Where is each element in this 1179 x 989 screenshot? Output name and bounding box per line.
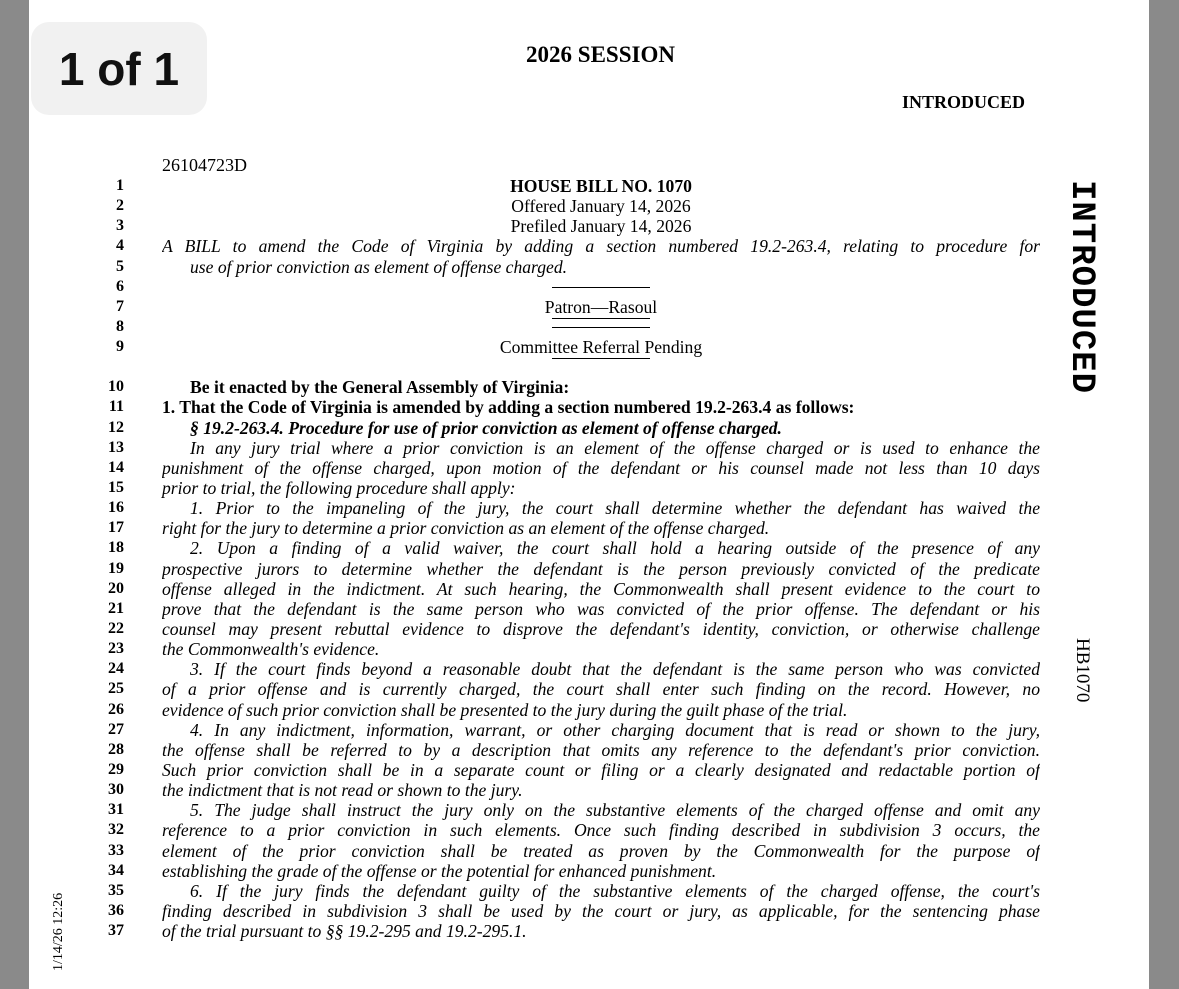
line-number: 14 (108, 458, 124, 476)
session-title: 2026 SESSION (526, 42, 675, 67)
line-number: 4 (116, 237, 124, 255)
line-number: 7 (116, 297, 124, 315)
line-text: the indictment that is not read or shown to the jury. (162, 780, 523, 801)
line-text: 3. If the court finds beyond a reasonable doubt that the defendant is the same person who was convicted (190, 659, 1040, 680)
bill-line (29, 317, 1149, 337)
line-number: 18 (108, 539, 124, 557)
line-number: 37 (108, 922, 124, 940)
line-number: 27 (108, 720, 124, 738)
line-number: 1 (116, 177, 124, 194)
bill-line (29, 861, 1149, 881)
line-number: 17 (108, 519, 124, 537)
line-text: 1. Prior to the impaneling of the jury, the court shall determine whether the defendant has waived the (190, 498, 1040, 519)
bill-line (29, 579, 1149, 599)
status-label: INTRODUCED (902, 92, 1026, 112)
line-text: Committee Referral Pending (499, 337, 703, 358)
line-text: punishment of the offense charged, upon motion of the defendant or his counsel made not less than 10 days (162, 457, 1040, 478)
line-number: 24 (108, 660, 124, 678)
bill-line (29, 458, 1149, 478)
line-text: element of the prior conviction shall be treated as proven by the Commonwealth for the purpose of (162, 840, 1040, 861)
line-number: 2 (116, 197, 124, 215)
bill-line (29, 538, 1149, 558)
line-text: HOUSE BILL NO. 1070 (510, 176, 692, 196)
bill-line (29, 236, 1149, 256)
side-bill-id: HB1070 (1072, 638, 1093, 703)
line-text: 1. That the Code of Virginia is amended by adding a section numbered 19.2-263.4 as follows: (162, 397, 855, 418)
line-text: § 19.2-263.4. Procedure for use of prior conviction as element of offense charged. (190, 417, 782, 438)
line-number: 6 (116, 277, 124, 295)
line-number: 28 (108, 740, 124, 758)
bill-line (29, 679, 1149, 699)
bill-line (29, 257, 1149, 277)
line-number: 30 (108, 781, 124, 799)
line-number: 25 (108, 680, 124, 698)
line-text: In any jury trial where a prior conviction is an element of the offense charged or is used to enhance the (190, 437, 1040, 458)
line-text: finding described in subdivision 3 shall be used by the court or jury, as applicable, for the sentencing phase (162, 900, 1040, 921)
line-text: establishing the grade of the offense or the potential for enhanced punishment. (162, 860, 717, 881)
bill-line (29, 841, 1149, 861)
line-number: 33 (108, 841, 124, 859)
line-number: 35 (108, 881, 124, 899)
bill-line (29, 518, 1149, 538)
line-number: 21 (108, 599, 124, 617)
bill-line (29, 881, 1149, 901)
page-counter: 1 of 1 (31, 22, 207, 115)
bill-line (29, 599, 1149, 619)
line-text: of a prior offense and is currently charged, the court shall enter such finding on the record. However, no (162, 679, 1040, 700)
bill-line (29, 619, 1149, 639)
line-text: prove that the defendant is the same person who was convicted of the prior offense. The defendant or his (162, 598, 1040, 619)
line-number: 20 (108, 579, 124, 597)
line-text: offense alleged in the indictment. At such hearing, the Commonwealth shall present evidence to the court to (162, 578, 1040, 599)
line-number: 9 (116, 338, 124, 356)
line-text: 2. Upon a finding of a valid waiver, the court shall hold a hearing outside of the presence of any (190, 538, 1040, 559)
line-number: 22 (108, 619, 124, 637)
line-text: Be it enacted by the General Assembly of Virginia: (190, 377, 570, 398)
line-text: the Commonwealth's evidence. (162, 639, 380, 660)
line-text: 4. In any indictment, information, warrant, or other charging document that is read or shown to the jury, (190, 719, 1040, 740)
line-number: 19 (108, 559, 124, 577)
bill-line (29, 921, 1149, 941)
divider-rule (552, 287, 650, 288)
bill-line (29, 720, 1149, 740)
bill-line (29, 740, 1149, 760)
bill-line (29, 438, 1149, 458)
bill-line (29, 498, 1149, 518)
line-text: use of prior conviction as element of offense charged. (190, 256, 568, 277)
document-page (29, 0, 1149, 989)
line-text: Patron—Rasoul (544, 296, 658, 317)
bill-line (29, 780, 1149, 800)
line-number: 23 (108, 640, 124, 658)
line-text: right for the jury to determine a prior conviction as an element of the offense charged. (162, 518, 770, 539)
line-text: counsel may present rebuttal evidence to disprove the defendant's identity, conviction, or otherwise challenge (162, 618, 1040, 639)
bill-line (29, 176, 1149, 196)
line-text: A BILL to amend the Code of Virginia by adding a section numbered 19.2-263.4, relating to procedure for (162, 236, 1040, 257)
bill-line (29, 800, 1149, 820)
line-number: 10 (108, 378, 124, 396)
side-date-stamp: 1/14/26 12:26 (51, 892, 66, 972)
line-text: Offered January 14, 2026 (511, 196, 691, 217)
bill-text (29, 176, 1149, 941)
line-number: 31 (108, 801, 124, 819)
side-status-stamp: INTRODUCED (1062, 180, 1100, 395)
bill-line (29, 478, 1149, 498)
bill-line (29, 277, 1149, 297)
line-number: 5 (116, 257, 124, 275)
line-number: 26 (108, 700, 124, 718)
line-text: evidence of such prior conviction shall be presented to the jury during the guilt phase of the trial. (162, 699, 848, 720)
line-text: Prefiled January 14, 2026 (510, 216, 692, 237)
line-number: 11 (108, 398, 124, 416)
bill-line (29, 337, 1149, 357)
line-number: 12 (108, 418, 124, 436)
bill-line (29, 901, 1149, 921)
bill-line (29, 559, 1149, 579)
line-text: 5. The judge shall instruct the jury only on the substantive elements of the charged offense and omit any (190, 800, 1040, 821)
bill-line (29, 216, 1149, 236)
document-number: 26104723D (162, 155, 247, 175)
bill-line (29, 760, 1149, 780)
line-number: 15 (108, 478, 124, 496)
line-number: 16 (108, 499, 124, 517)
line-number: 13 (108, 438, 124, 456)
line-text: of the trial pursuant to §§ 19.2-295 and 19.2-295.1. (162, 921, 527, 942)
line-number: 3 (116, 217, 124, 235)
line-text: the offense shall be referred to by a description that omits any reference to the defendant's prior conviction. (162, 739, 1040, 760)
bill-line (29, 700, 1149, 720)
bill-line (29, 297, 1149, 317)
bill-line (29, 196, 1149, 216)
bill-line (29, 659, 1149, 679)
bill-line (29, 418, 1149, 438)
line-text: prior to trial, the following procedure shall apply: (162, 477, 516, 498)
bill-line (29, 377, 1149, 397)
line-text: prospective jurors to determine whether the defendant is the person previously convicted of the predicate (162, 558, 1040, 579)
line-text: Such prior conviction shall be in a separate count or filing or a clearly designated and redactable portion of (162, 759, 1040, 780)
line-number: 32 (108, 821, 124, 839)
bill-line (29, 397, 1149, 417)
line-number: 29 (108, 760, 124, 778)
line-number: 8 (116, 317, 124, 335)
line-text: reference to a prior conviction in such elements. Once such finding described in subdivision 3 occurs, the (162, 820, 1040, 841)
bill-line (29, 820, 1149, 840)
divider-rule (552, 358, 650, 359)
divider-rule (552, 327, 650, 328)
line-number: 36 (108, 901, 124, 919)
bill-line (29, 639, 1149, 659)
line-text: 6. If the jury finds the defendant guilty of the substantive elements of the charged offense, the court's (190, 880, 1040, 901)
line-number: 34 (108, 861, 124, 879)
